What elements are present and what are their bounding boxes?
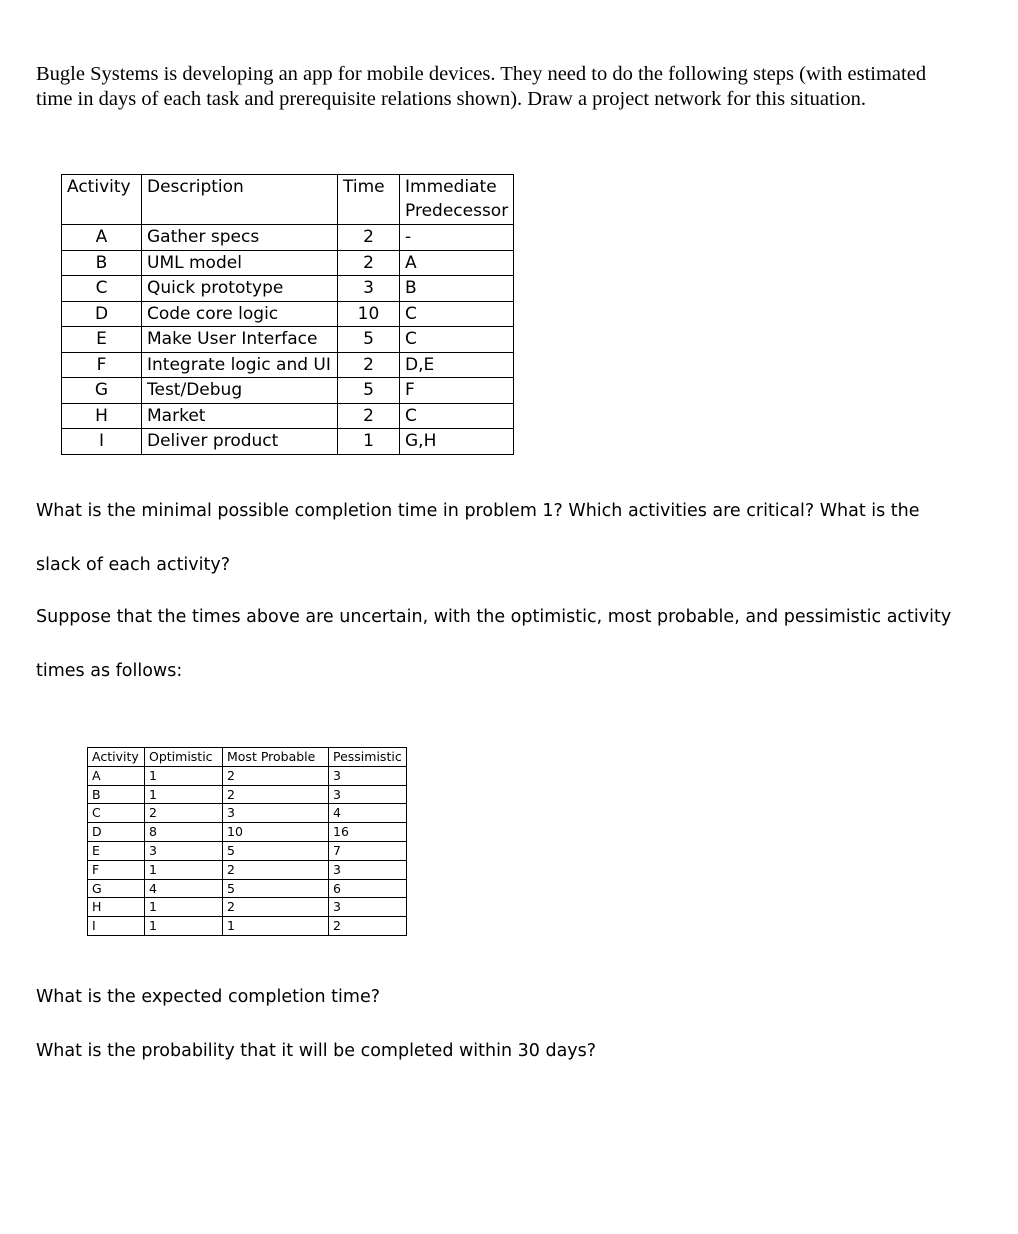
header-activity: Activity (62, 175, 142, 225)
cell-most-probable: 5 (223, 841, 329, 860)
cell-time: 3 (338, 276, 400, 302)
cell-description: Deliver product (142, 429, 338, 455)
cell-predecessor: D,E (400, 352, 514, 378)
cell-predecessor: C (400, 301, 514, 327)
estimate-row (88, 917, 407, 936)
cell-predecessor: C (400, 327, 514, 353)
activity-row (62, 250, 514, 276)
cell-predecessor: - (400, 225, 514, 251)
cell-most-probable: 2 (223, 860, 329, 879)
question-minimal-time-line1: What is the minimal possible completion time in problem 1? Which activities are critical? What is the (36, 501, 920, 521)
intro-paragraph: Bugle Systems is developing an app for mobile devices. They need to do the following steps (with estimated time in days of each task and prerequisite relations shown). Draw a project network for this situation. (36, 63, 927, 110)
activity-row (62, 352, 514, 378)
cell-activity: I (88, 917, 145, 936)
cell-most-probable: 5 (223, 879, 329, 898)
cell-most-probable: 10 (223, 823, 329, 842)
cell-time: 10 (338, 301, 400, 327)
estimates-table-header (88, 748, 407, 767)
cell-time: 1 (338, 429, 400, 455)
header-most-probable: Most Probable (223, 748, 329, 767)
cell-most-probable: 2 (223, 785, 329, 804)
question-probability: What is the probability that it will be completed within 30 days? (36, 1041, 597, 1061)
activity-row (62, 225, 514, 251)
activity-row (62, 378, 514, 404)
uncertain-times-line2: times as follows: (36, 661, 183, 681)
cell-optimistic: 4 (145, 879, 223, 898)
cell-time: 2 (338, 403, 400, 429)
cell-time: 5 (338, 378, 400, 404)
cell-activity: E (62, 327, 142, 353)
cell-time: 2 (338, 250, 400, 276)
cell-activity: H (62, 403, 142, 429)
cell-pessimistic: 3 (329, 860, 407, 879)
cell-activity: H (88, 898, 145, 917)
cell-pessimistic: 3 (329, 785, 407, 804)
cell-most-probable: 1 (223, 917, 329, 936)
cell-most-probable: 3 (223, 804, 329, 823)
activity-row (62, 301, 514, 327)
cell-predecessor: A (400, 250, 514, 276)
estimate-row (88, 766, 407, 785)
cell-activity: D (88, 823, 145, 842)
question-minimal-time-line2: slack of each activity? (36, 555, 231, 575)
cell-optimistic: 1 (145, 766, 223, 785)
cell-pessimistic: 4 (329, 804, 407, 823)
activity-row (62, 276, 514, 302)
cell-optimistic: 1 (145, 898, 223, 917)
header-description: Description (142, 175, 338, 225)
cell-activity: E (88, 841, 145, 860)
cell-optimistic: 8 (145, 823, 223, 842)
cell-time: 2 (338, 352, 400, 378)
cell-activity: C (88, 804, 145, 823)
header-predecessor: Immediate Predecessor (400, 175, 514, 225)
cell-activity: C (62, 276, 142, 302)
cell-description: Market (142, 403, 338, 429)
cell-most-probable: 2 (223, 898, 329, 917)
header-time: Time (338, 175, 400, 225)
cell-description: Quick prototype (142, 276, 338, 302)
cell-description: UML model (142, 250, 338, 276)
cell-activity: A (62, 225, 142, 251)
estimate-row (88, 879, 407, 898)
cell-time: 5 (338, 327, 400, 353)
cell-most-probable: 2 (223, 766, 329, 785)
cell-pessimistic: 7 (329, 841, 407, 860)
estimate-row (88, 841, 407, 860)
cell-description: Code core logic (142, 301, 338, 327)
cell-pessimistic: 6 (329, 879, 407, 898)
cell-activity: B (62, 250, 142, 276)
cell-activity: G (88, 879, 145, 898)
estimate-row (88, 804, 407, 823)
cell-activity: I (62, 429, 142, 455)
cell-pessimistic: 3 (329, 766, 407, 785)
cell-description: Integrate logic and UI (142, 352, 338, 378)
cell-activity: B (88, 785, 145, 804)
cell-optimistic: 2 (145, 804, 223, 823)
header-pessimistic: Pessimistic (329, 748, 407, 767)
cell-pessimistic: 2 (329, 917, 407, 936)
header-optimistic: Optimistic (145, 748, 223, 767)
cell-pessimistic: 16 (329, 823, 407, 842)
cell-optimistic: 1 (145, 860, 223, 879)
activities-table-header (62, 175, 514, 225)
cell-time: 2 (338, 225, 400, 251)
activity-row (62, 327, 514, 353)
cell-description: Test/Debug (142, 378, 338, 404)
cell-optimistic: 3 (145, 841, 223, 860)
cell-activity: D (62, 301, 142, 327)
cell-activity: F (62, 352, 142, 378)
estimate-row (88, 898, 407, 917)
cell-activity: A (88, 766, 145, 785)
cell-predecessor: G,H (400, 429, 514, 455)
cell-predecessor: C (400, 403, 514, 429)
activity-row (62, 429, 514, 455)
cell-predecessor: F (400, 378, 514, 404)
cell-optimistic: 1 (145, 785, 223, 804)
cell-description: Gather specs (142, 225, 338, 251)
estimate-row (88, 785, 407, 804)
cell-pessimistic: 3 (329, 898, 407, 917)
estimates-table (87, 747, 407, 936)
activity-row (62, 403, 514, 429)
question-expected-time: What is the expected completion time? (36, 987, 381, 1007)
cell-activity: G (62, 378, 142, 404)
cell-predecessor: B (400, 276, 514, 302)
estimate-row (88, 823, 407, 842)
cell-activity: F (88, 860, 145, 879)
activities-table (61, 174, 514, 455)
cell-description: Make User Interface (142, 327, 338, 353)
header-activity: Activity (88, 748, 145, 767)
uncertain-times-line1: Suppose that the times above are uncertain, with the optimistic, most probable, and pessimistic activity (36, 607, 952, 627)
estimate-row (88, 860, 407, 879)
cell-optimistic: 1 (145, 917, 223, 936)
